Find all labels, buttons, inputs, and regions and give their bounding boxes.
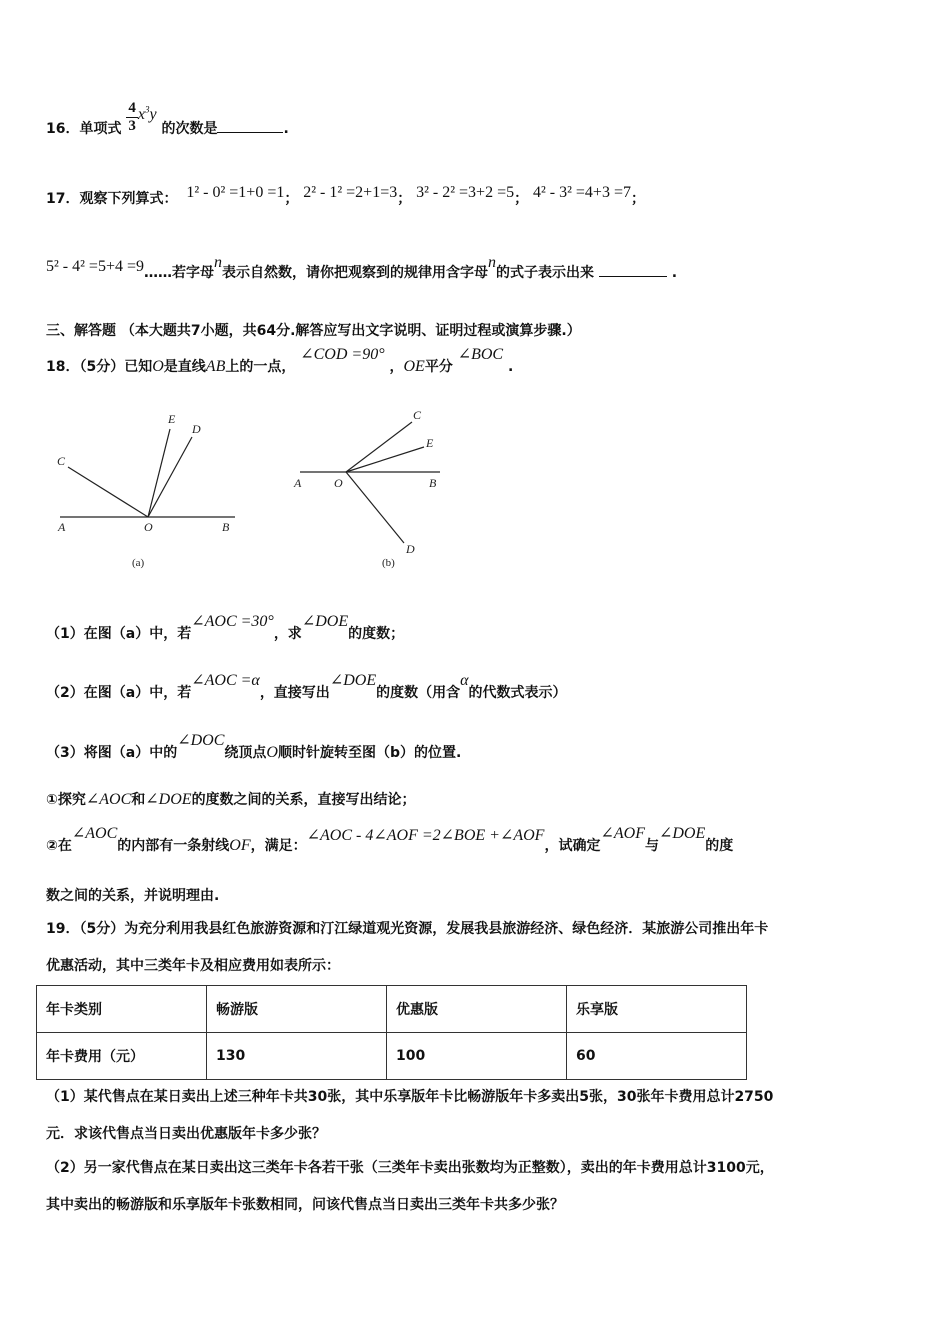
fig-b-label-a: A [294,476,302,490]
q16-expr: $x^3y$ [137,104,157,123]
fig-a-label-o: O [144,520,153,534]
table-cell: 年卡费用（元） [37,1033,207,1080]
fig-a-caption: (a) [132,557,145,569]
figure-b [290,405,470,575]
q19-part2-line1: （2）另一家代售点在某日卖出这三类年卡各若干张（三类年卡卖出张数均为正整数），卖出的年卡费用总计3100元， [46,1160,774,1176]
q18-part1: （1）在图（a）中，若∠AOC =30°，求∠DOE的度数； [46,613,405,642]
q17-eq1: 1² - 0² =1+0 =1 [186,184,285,201]
q17-label: 17．观察下列算式： [46,191,178,207]
fig-b-label-b: B [429,476,437,490]
q16-frac-num: 4 [128,99,136,116]
q19-part1-line2: 元．求该代售点当日卖出优惠版年卡多少张？ [46,1126,326,1142]
q18-sub1: ①探究∠AOC和∠DOE的度数之间的关系，直接写出结论； [46,791,416,808]
q18-line: 18．（5分）已知O是直线AB上的一点， ∠COD =90° ，OE平分 ∠BOC . [46,346,514,375]
table-cell: 100 [387,1033,567,1080]
q17-var-n: n [214,254,222,271]
fig-a-ray-oc [68,467,148,517]
fig-a-ray-od [148,437,192,517]
table-header-cell: 优惠版 [387,986,567,1033]
table-header-cell: 乐享版 [567,986,747,1033]
q17-eq4: 4² - 3² =4+3 =7 [532,184,631,201]
fig-a-label-b: B [222,520,230,534]
q16-fraction [126,100,138,135]
q19-intro-line2: 优惠活动，其中三类年卡及相应费用如表所示： [46,958,340,974]
fig-a-label-c: C [57,454,66,468]
annual-card-fee-table [36,985,747,1080]
q16-label: 16．单项式 [46,121,122,137]
table-header-row [37,986,747,1033]
q17-line1: 17．观察下列算式： 1² - 0² =1+0 =1； 2² - 1² =2+1=3； 3² - 2² =3+2 =5； 4² - 3² =4+3 =7； [46,184,645,207]
q19-part1-line1: （1）某代售点在某日卖出上述三种年卡共30张，其中乐享版年卡比畅游版年卡多卖出5张，30张年卡费用总计2750 [46,1089,774,1105]
q16-line: 16．单项式 $\frac{4}{3}$ $x^3y$ 的次数是 . [46,99,289,137]
table-header-cell: 年卡类别 [37,986,207,1033]
q17-eq3: 3² - 2² =3+2 =5 [416,184,515,201]
table-row [37,1033,747,1080]
section3-heading: 三、解答题 （本大题共7小题，共64分.解答应写出文字说明、证明过程或演算步骤.） [46,323,581,339]
q18-sub2: ②在∠AOC的内部有一条射线OF，满足：∠AOC - 4∠AOF =2∠BOE +∠AOF，试确定∠AOF与∠DOE的度 [46,825,734,854]
q16-tail: 的次数是 [161,121,218,137]
q18-part3: （3）将图（a）中的∠DOC绕顶点O顺时针旋转至图（b）的位置. [46,732,462,761]
q18-sub2-cont: 数之间的关系，并说明理由. [46,888,220,904]
fig-b-caption: (b) [382,557,395,569]
q18-cond2: ∠BOC [457,346,504,363]
q17-eq2: 2² - 1² =2+1=3 [303,184,398,201]
fig-a-ray-oe [148,429,170,517]
q18-cond1: ∠COD =90° [300,346,385,363]
q17-line2: 5² - 4² =5+4 =9……若字母n表示自然数，请你把观察到的规律用含字母n的式子表示出来 . [46,254,678,281]
fig-b-ray-od [346,472,404,543]
table-cell: 130 [207,1033,387,1080]
fig-b-ray-oe [346,447,424,472]
table-header-cell: 畅游版 [207,986,387,1033]
fig-b-ray-oc [346,422,412,472]
fig-b-label-e: E [426,436,434,450]
fig-a-label-d: D [192,422,201,436]
table-cell: 60 [567,1033,747,1080]
q17-eq5: 5² - 4² =5+4 =9 [46,258,144,275]
fig-b-label-o: O [334,476,343,490]
q19-intro-line1: 19．（5分）为充分利用我县红色旅游资源和汀江绿道观光资源，发展我县旅游经济、绿色经济．某旅游公司推出年卡 [46,921,769,937]
fig-b-label-d: D [406,542,415,556]
fig-a-label-e: E [168,412,176,426]
q18-part2: （2）在图（a）中，若∠AOC =α，直接写出∠DOE的度数（用含α的代数式表示） [46,672,567,701]
q19-part2-line2: 其中卖出的畅游版和乐享版年卡张数相同，问该代售点当日卖出三类年卡共多少张？ [46,1197,564,1213]
q16-answer-blank [217,132,283,133]
figure-a [50,405,250,575]
q16-frac-den: 3 [128,117,136,134]
q17-answer-blank [599,276,667,277]
fig-b-label-c: C [413,408,422,422]
fig-a-label-a: A [58,520,66,534]
